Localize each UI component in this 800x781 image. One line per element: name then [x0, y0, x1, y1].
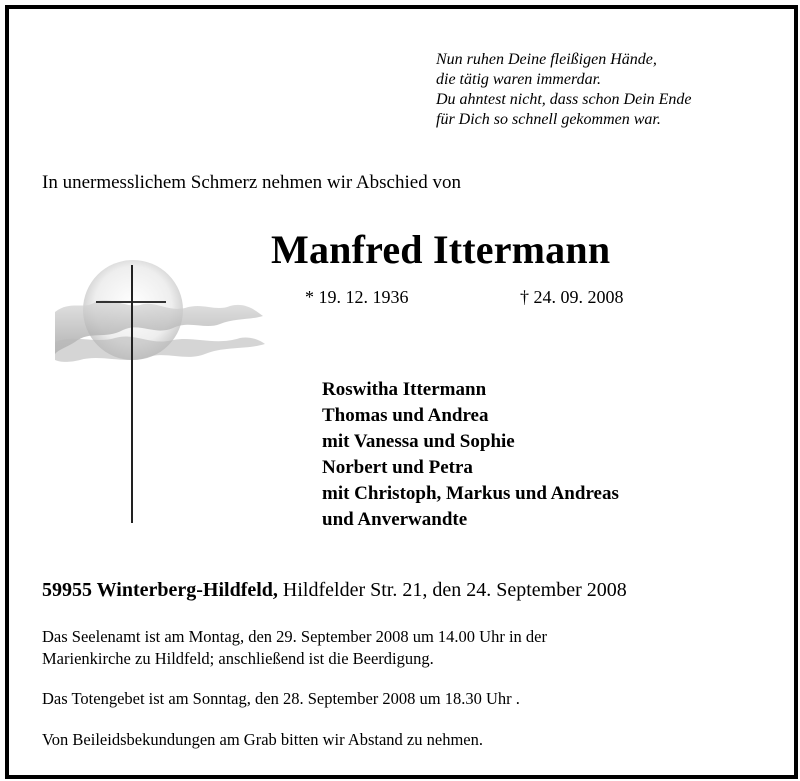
- deceased-name: Manfred Ittermann: [271, 227, 611, 272]
- address-rest: Hildfelder Str. 21, den 24. September 2008: [282, 579, 627, 601]
- family-line: Norbert und Petra: [322, 457, 473, 478]
- family-line: Thomas und Andrea: [322, 405, 489, 426]
- poem-line: Nun ruhen Deine fleißigen Hände,: [436, 51, 657, 68]
- poem-line: für Dich so schnell gekommen war.: [436, 111, 661, 128]
- family-line: Roswitha Ittermann: [322, 379, 487, 400]
- birth-symbol: *: [305, 287, 314, 307]
- address-place: 59955 Winterberg-Hildfeld,: [42, 579, 278, 601]
- birth-date: 19. 12. 1936: [318, 287, 409, 307]
- family-line: mit Christoph, Markus und Andreas: [322, 483, 619, 504]
- poem: [436, 50, 692, 130]
- family-line: und Anverwandte: [322, 509, 468, 530]
- prayer-notice: Das Totengebet ist am Sonntag, den 28. September 2008 um 18.30 Uhr .: [42, 689, 520, 708]
- death-symbol: †: [520, 287, 529, 307]
- requiem-line: Das Seelenamt ist am Montag, den 29. September 2008 um 14.00 Uhr in der: [42, 627, 547, 646]
- address-line: [42, 579, 627, 602]
- cross-sun-emblem-icon: [55, 250, 265, 530]
- death-date: 24. 09. 2008: [533, 287, 624, 307]
- poem-line: die tätig waren immerdar.: [436, 71, 602, 88]
- poem-line: Du ahntest nicht, dass schon Dein Ende: [436, 91, 692, 108]
- requiem-notice: [42, 626, 547, 670]
- requiem-line: Marienkirche zu Hildfeld; anschließend ist die Beerdigung.: [42, 649, 434, 668]
- family-line: mit Vanessa und Sophie: [322, 431, 515, 452]
- intro-text: In unermesslichem Schmerz nehmen wir Abschied von: [42, 172, 461, 193]
- birth-date-line: [305, 287, 409, 308]
- death-date-line: [520, 287, 624, 308]
- family-list: [322, 377, 619, 533]
- condolences-notice: Von Beileidsbekundungen am Grab bitten wir Abstand zu nehmen.: [42, 730, 483, 749]
